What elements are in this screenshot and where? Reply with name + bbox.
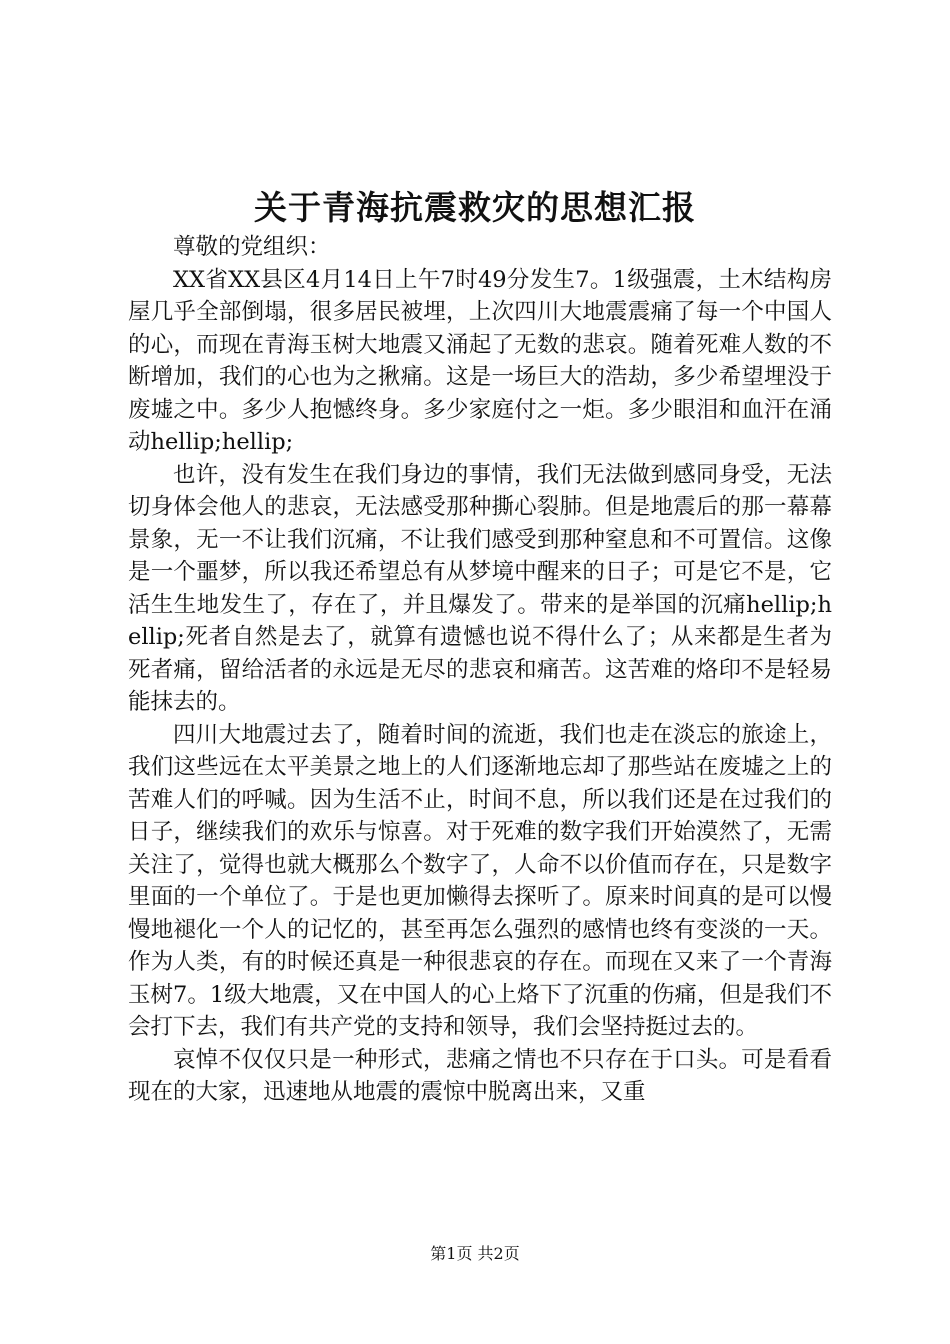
paragraph-4: 哀悼不仅仅只是一种形式，悲痛之情也不只存在于口头。可是看看现在的大家，迅速地从地震的震惊中脱离出来，又重 <box>128 1046 832 1105</box>
document-body <box>128 231 832 1109</box>
page-footer: 第1页 共2页 <box>430 1244 520 1263</box>
salutation: 尊敬的党组织： <box>173 234 331 260</box>
paragraph-2: 也许，没有发生在我们身边的事情，我们无法做到感同身受，无法切身体会他人的悲哀，无法感受那种撕心裂肺。但是地震后的那一幕幕景象，无一不让我们沉痛，不让我们感受到那种窒息和不可置信。这像是一个噩梦，所以我还希望总有从梦境中醒来的日子；可是它不是，它活生生地发生了，存在了，并且爆发了。带来的是举国的沉痛hellip;hellip;死者自然是去了，就算有遗憾也说不得什么了；从来都是生者为死者痛，留给活者的永远是无尽的悲哀和痛苦。这苦难的烙印不是轻易能抹去的。 <box>128 461 832 715</box>
paragraph-3: 四川大地震过去了，随着时间的流逝，我们也走在淡忘的旅途上，我们这些远在太平美景之地上的人们逐渐地忘却了那些站在废墟之上的苦难人们的呼喊。因为生活不止，时间不息，所以我们还是在过我们的日子，继续我们的欢乐与惊喜。对于死难的数字我们开始漠然了，无需关注了，觉得也就大概那么个数字了，人命不以价值而存在，只是数字里面的一个单位了。于是也更加懒得去探听了。原来时间真的是可以慢慢地褪化一个人的记忆的，甚至再怎么强烈的感情也终有变淡的一天。作为人类，有的时候还真是一种很悲哀的存在。而现在又来了一个青海玉树7。1级大地震，又在中国人的心上烙下了沉重的伤痛，但是我们不会打下去，我们有共产党的支持和领导，我们会坚持挺过去的。 <box>128 721 832 1040</box>
document-title: 关于青海抗震救灾的思想汇报 <box>254 188 696 227</box>
paragraph-1: XX省XX县区4月14日上午7时49分发生7。1级强震，土木结构房屋几乎全部倒塌，很多居民被埋，上次四川大地震震痛了每一个中国人的心，而现在青海玉树大地震又涌起了无数的悲哀。随着死难人数的不断增加，我们的心也为之揪痛。这是一场巨大的浩劫，多少希望埋没于废墟之中。多少人抱憾终身。多少家庭付之一炬。多少眼泪和血汗在涌动hellip;hellip; <box>128 266 832 455</box>
